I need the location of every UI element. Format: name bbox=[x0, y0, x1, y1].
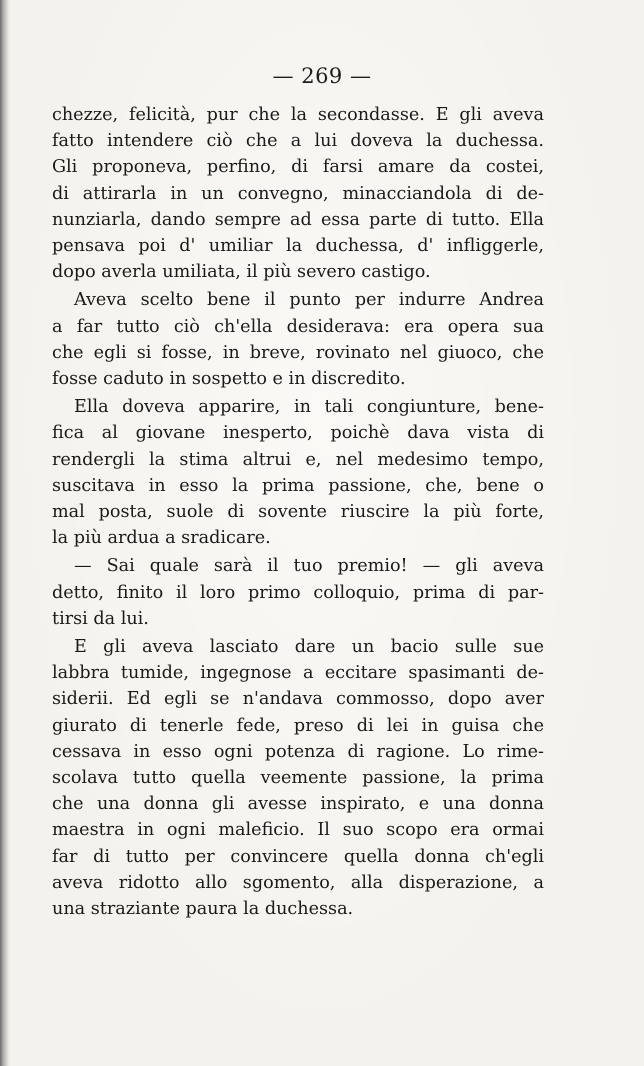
text-line: che una donna gli avesse inspirato, e una donna bbox=[52, 794, 544, 815]
text-line: a far tutto ciò ch'ella desiderava: era opera sua bbox=[52, 316, 544, 337]
text-line: scolava tutto quella veemente passione, la prima bbox=[52, 768, 544, 789]
text-line: labbra tumide, ingegnose a eccitare spasimanti de- bbox=[52, 663, 544, 684]
text-line: chezze, felicità, pur che la secondasse. E gli aveva bbox=[52, 105, 544, 125]
body-text bbox=[52, 102, 544, 922]
text-line: la più ardua a sradicare. bbox=[52, 528, 271, 549]
text-line: detto, finito il loro primo colloquio, prima di par- bbox=[52, 582, 544, 603]
text-line: fosse caduto in sospetto e in discredito. bbox=[52, 369, 406, 390]
text-line: siderii. Ed egli se n'andava commosso, dopo aver bbox=[52, 689, 544, 710]
text-line: rendergli la stima altrui e, nel medesimo tempo, bbox=[52, 449, 544, 470]
text-line: dopo averla umiliata, il più severo castigo. bbox=[52, 262, 431, 283]
text-line: giurato di tenerle fede, preso di lei in guisa che bbox=[52, 715, 544, 736]
text-line: Aveva scelto bene il punto per indurre Andrea bbox=[74, 290, 544, 311]
text-line: che egli si fosse, in breve, rovinato nel giuoco, che bbox=[52, 342, 544, 363]
text-line: pensava poi d' umiliar la duchessa, d' infliggerle, bbox=[52, 236, 544, 257]
text-line: Gli proponeva, perfino, di farsi amare da costei, bbox=[52, 157, 544, 178]
paragraph-3 bbox=[52, 394, 544, 551]
paragraph-2 bbox=[52, 287, 544, 392]
text-line: cessava in esso ogni potenza di ragione. Lo rime- bbox=[52, 741, 544, 762]
page-number: — 269 — bbox=[272, 64, 372, 88]
text-line: fica al giovane inesperto, poichè dava vista di bbox=[52, 423, 544, 444]
text-line: una straziante paura la duchessa. bbox=[52, 899, 354, 920]
text-line: mal posta, suole di sovente riuscire la più forte, bbox=[52, 502, 544, 523]
paragraph-5 bbox=[52, 634, 544, 922]
page-binding-shadow bbox=[0, 0, 10, 1066]
text-line: di attirarla in un convegno, minacciandola di de- bbox=[52, 183, 544, 204]
text-line: tirsi da lui. bbox=[52, 608, 149, 629]
text-line: far di tutto per convincere quella donna ch'egli bbox=[52, 846, 544, 867]
paragraph-4 bbox=[52, 553, 544, 632]
text-line: Ella doveva apparire, in tali congiunture, bene- bbox=[74, 397, 544, 418]
text-line: — Sai quale sarà il tuo premio! — gli aveva bbox=[74, 556, 544, 577]
text-line: maestra in ogni maleficio. Il suo scopo era ormai bbox=[52, 820, 544, 841]
text-line: fatto intendere ciò che a lui doveva la duchessa. bbox=[52, 131, 544, 152]
text-line: suscitava in esso la prima passione, che, bene o bbox=[52, 475, 544, 496]
paragraph-1 bbox=[52, 102, 544, 285]
text-line: aveva ridotto allo sgomento, alla disperazione, a bbox=[52, 872, 544, 893]
text-line: E gli aveva lasciato dare un bacio sulle sue bbox=[74, 637, 544, 658]
text-line: nunziarla, dando sempre ad essa parte di tutto. Ella bbox=[52, 209, 544, 230]
